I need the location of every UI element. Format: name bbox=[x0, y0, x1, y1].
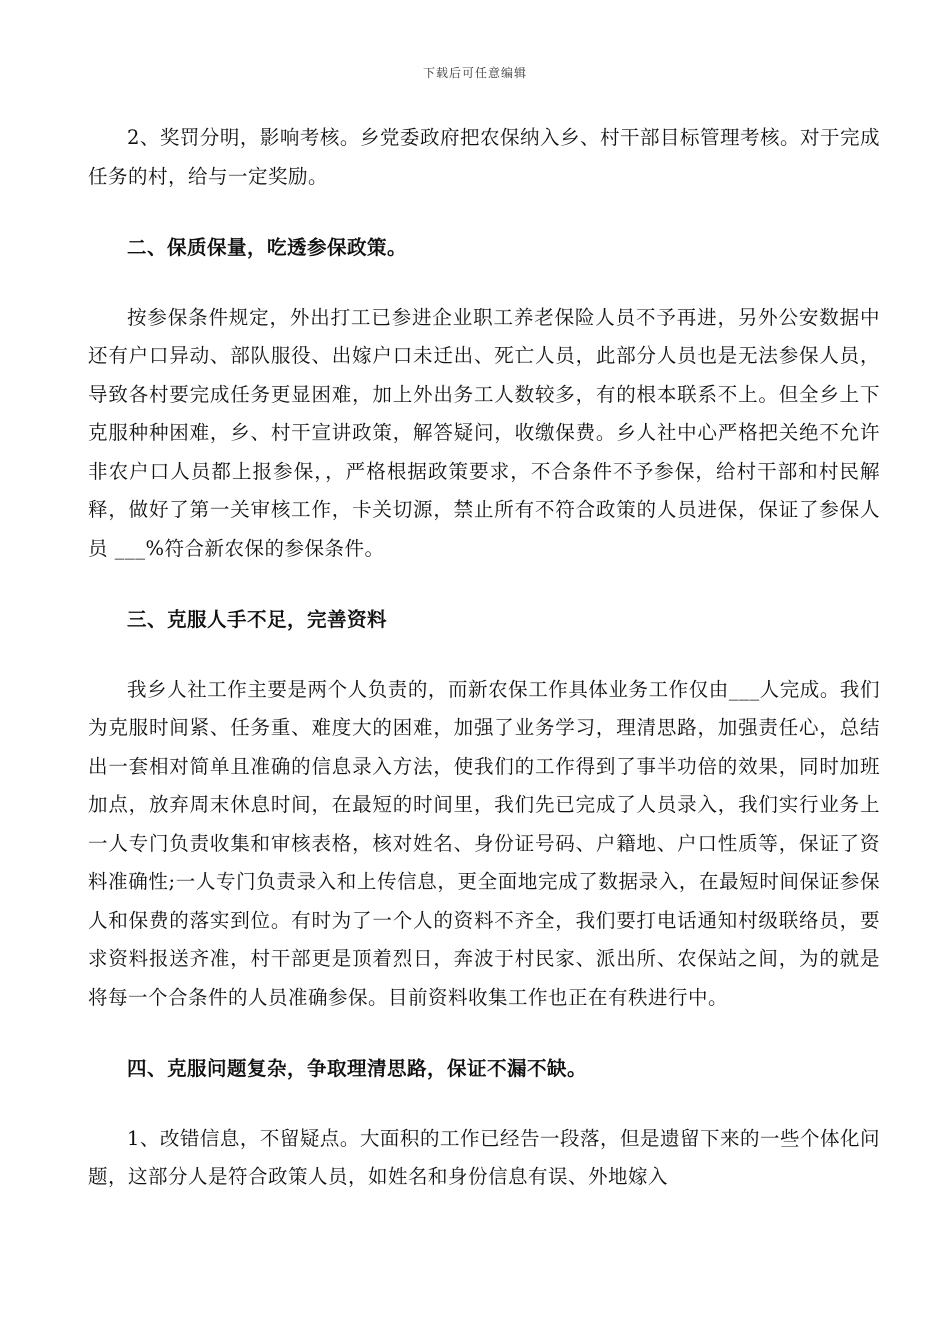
paragraph-correct-info: 1、改错信息，不留疑点。大面积的工作已经告一段落，但是遗留下来的一些个体化问题，这部分人是符合政策人员，如姓名和身份信息有误、外地嫁入 bbox=[88, 1126, 880, 1188]
paragraph-policy: 按参保条件规定，外出打工已参进企业职工养老保险人员不予再进，另外公安数据中还有户口异动、部队服役、出嫁户口未迁出、死亡人员，此部分人员也是无法参保人员，导致各村要完成任务更显困难，加上外出务工人数较多，有的根本联系不上。但全乡上下克服种种困难，乡、村干宣讲政策，解答疑问，收缴保费。乡人社中心严格把关绝不允许非农户口人员都上报参保，，严格根据政策要求，不合条件不予参保，给村干部和村民解释，做好了第一关审核工作，卡关切源，禁止所有不符合政策的人员进保，保证了参保人员 ___%符合新农保的参保条件。 bbox=[88, 305, 880, 560]
section-heading-2: 二、保质保量，吃透参保政策。 bbox=[127, 236, 408, 259]
paragraph-reward-punishment: 2、奖罚分明，影响考核。乡党委政府把农保纳入乡、村干部目标管理考核。对于完成任务的村，给与一定奖励。 bbox=[88, 126, 880, 188]
section-heading-4: 四、克服问题复杂，争取理清思路，保证不漏不缺。 bbox=[127, 1057, 588, 1080]
paragraph-staffing: 我乡人社工作主要是两个人负责的，而新农保工作具体业务工作仅由___人完成。我们为克服时间紧、任务重、难度大的困难，加强了业务学习，理清思路，加强责任心，总结出一套相对简单且准确的信息录入方法，使我们的工作得到了事半功倍的效果，同时加班加点，放弃周末休息时间，在最短的时间里，我们先已完成了人员录入，我们实行业务上一人专门负责收集和审核表格，核对姓名、身份证号码、户籍地、户口性质等，保证了资料准确性;一人专门负责录入和上传信息，更全面地完成了数据录入，在最短时间保证参保人和保费的落实到位。有时为了一个人的资料不齐全，我们要打电话通知村级联络员，要求资料报送齐准，村干部更是顶着烈日，奔波于村民家、派出所、农保站之间，为的就是将每一个合条件的人员准确参保。目前资料收集工作也正在有秩进行中。 bbox=[88, 677, 880, 1009]
section-heading-3: 三、克服人手不足，完善资料 bbox=[127, 608, 388, 631]
document-body bbox=[88, 119, 880, 1197]
page-header-note: 下载后可任意编辑 bbox=[422, 66, 527, 80]
